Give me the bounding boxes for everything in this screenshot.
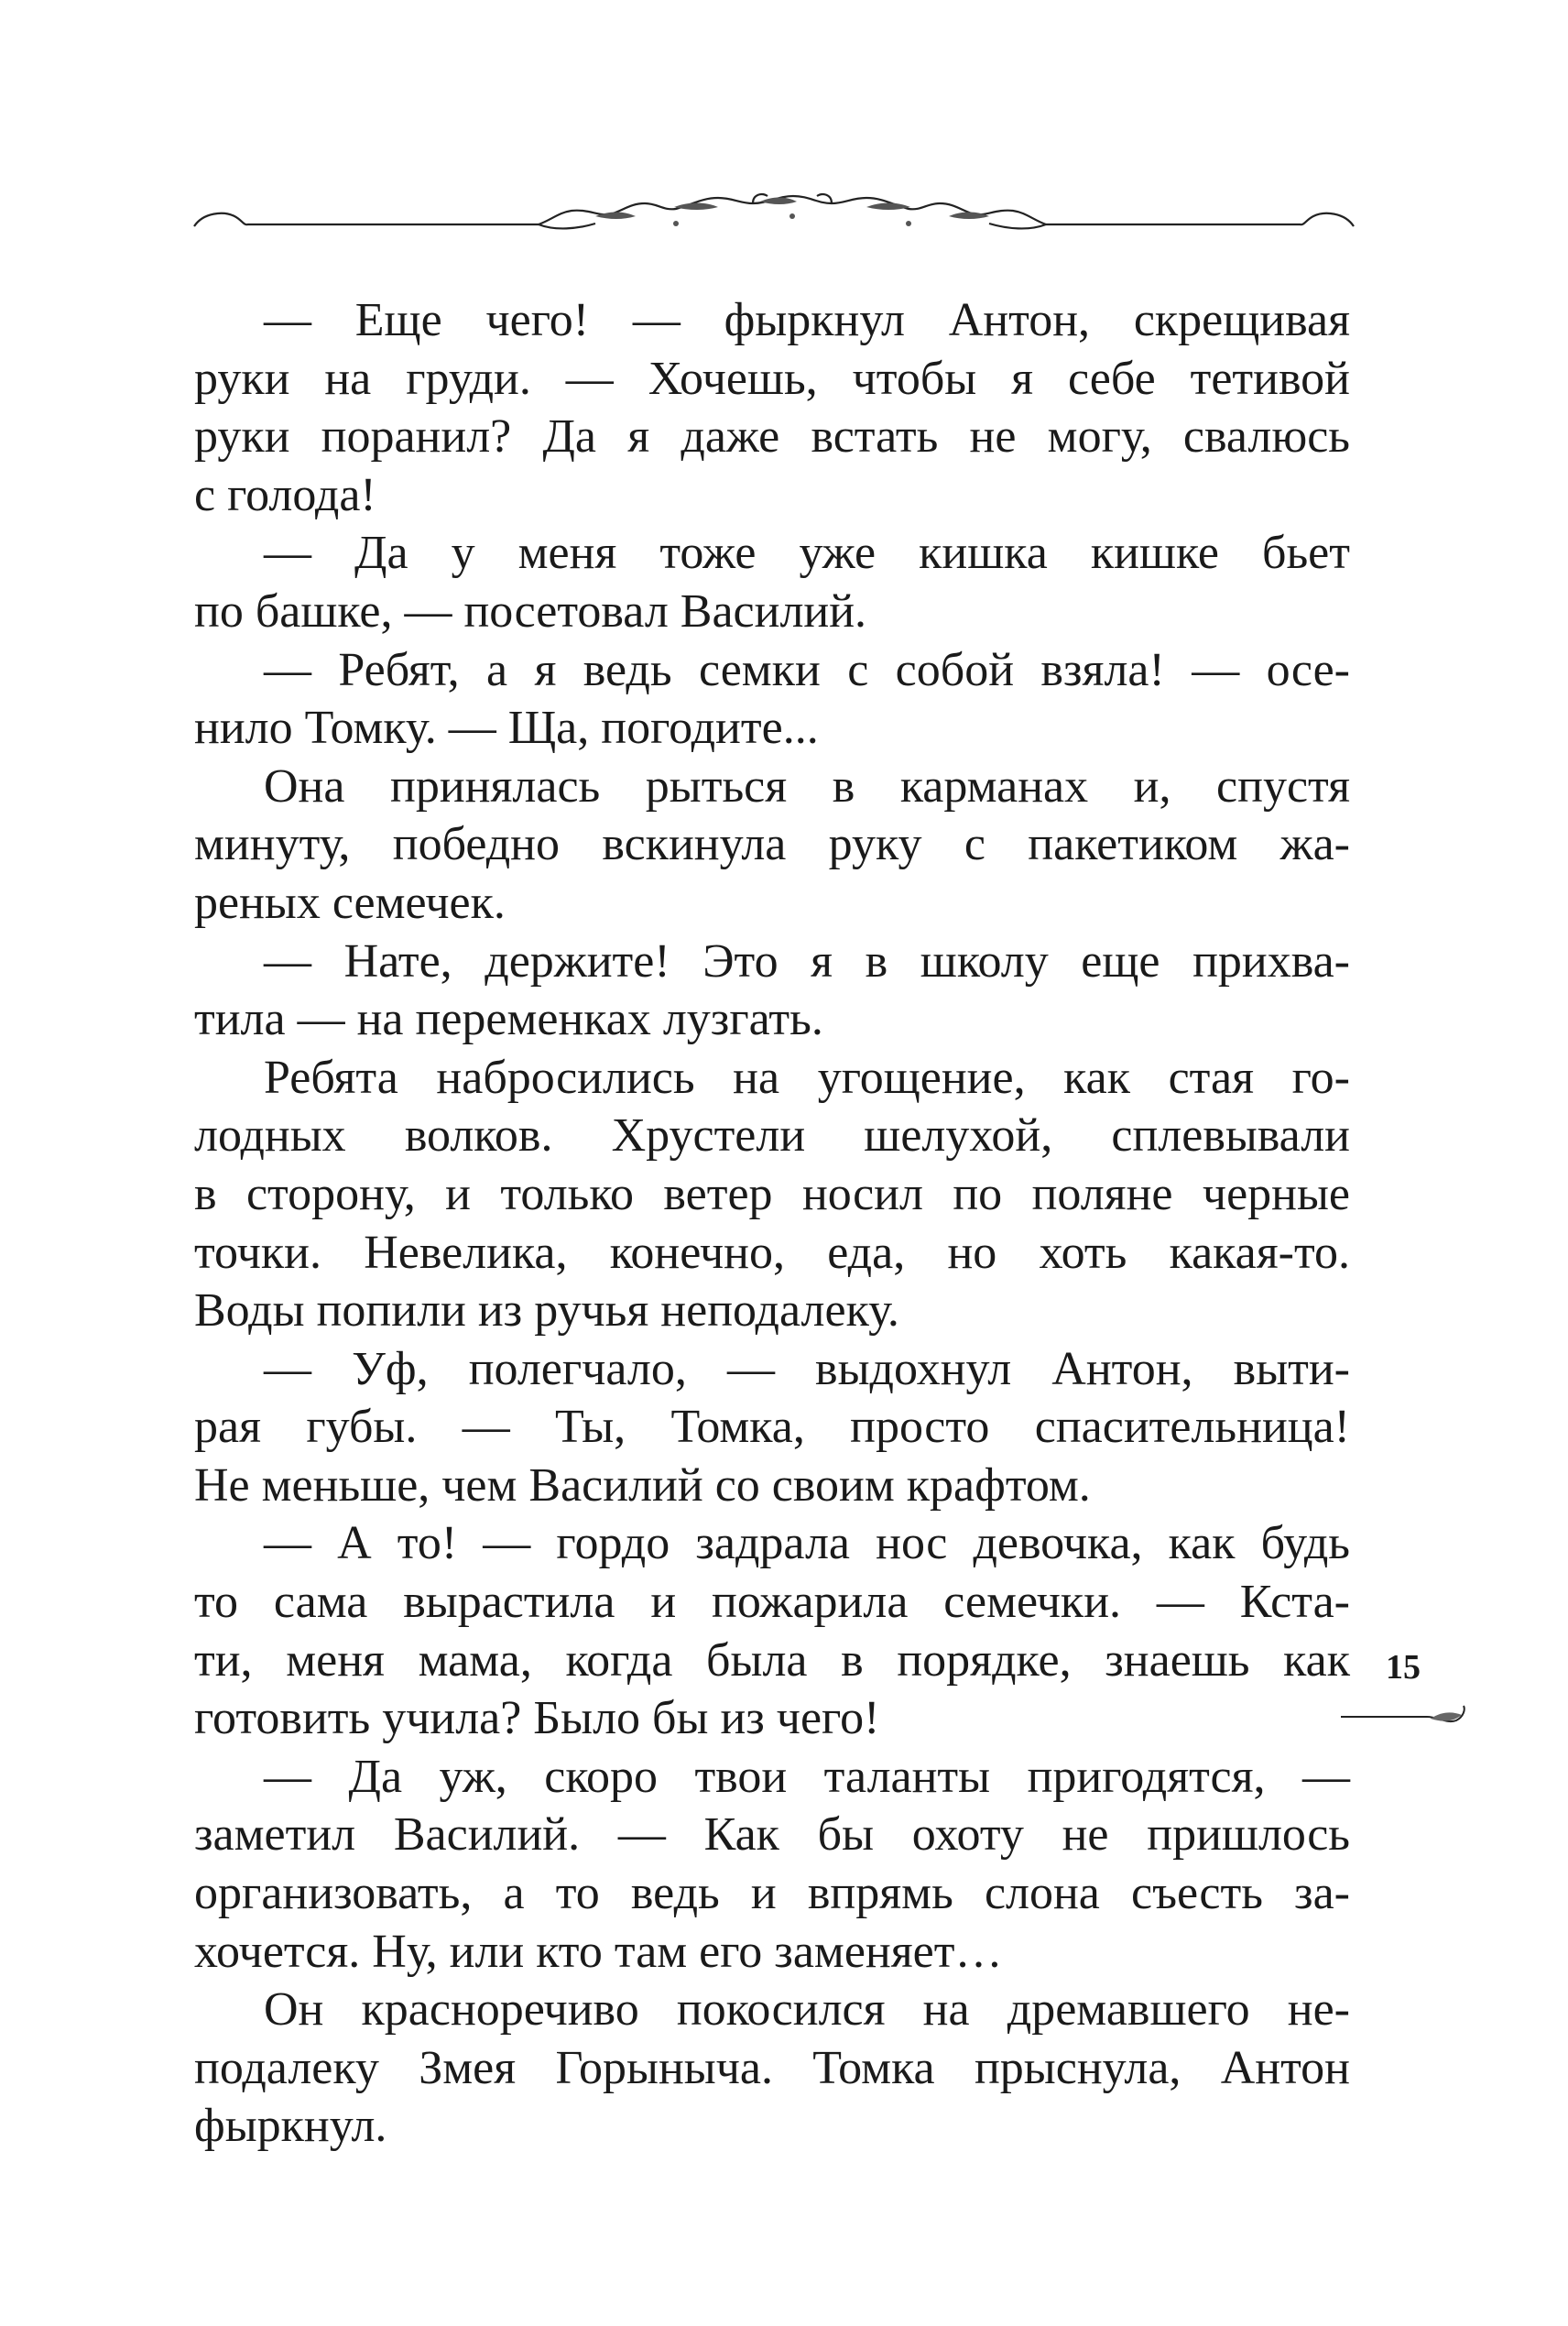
text-line: фыркнул. — [194, 2100, 387, 2153]
text-line: — Да уж, скоро твои таланты пригодятся, — — [264, 1750, 1350, 1803]
body-text — [194, 291, 1350, 2156]
text-line: лодных волков. Хрустели шелухой, сплевывали — [194, 1109, 1350, 1163]
text-line: с голода! — [194, 468, 376, 521]
text-line: реных семечек. — [194, 876, 506, 929]
text-line: — Нате, держите! Это я в школу еще прихва- — [264, 934, 1350, 988]
text-line: Ребята набросились на угощение, как стая го- — [264, 1051, 1350, 1104]
text-line: заметил Василий. — Как бы охоту не пришлось — [194, 1808, 1350, 1862]
text-line: руки на груди. — Хочешь, чтобы я себе тетивой — [194, 352, 1350, 405]
text-line: организовать, а то ведь и впрямь слона съесть за- — [194, 1867, 1350, 1920]
text-line: — Еще чего! — фыркнул Антон, скрещивая — [264, 294, 1350, 346]
text-line: — А то! — гордо задрала нос девочка, как будь — [264, 1517, 1350, 1570]
text-line: Воды попили из ручья неподалеку. — [194, 1284, 899, 1338]
text-line: готовить учила? Было бы из чего! — [194, 1692, 880, 1745]
text-line: — Ребят, а я ведь семки с собой взяла! — осе- — [264, 643, 1350, 696]
text-line: хочется. Ну, или кто там его заменяет… — [194, 1925, 1003, 1978]
text-line: то сама вырастила и пожарила семечки. — Кста- — [194, 1576, 1350, 1629]
text-line: в сторону, и только ветер носил по поляне черные — [194, 1167, 1350, 1220]
bottom-ornament-flourish — [1339, 1697, 1467, 1733]
text-line: точки. Невелика, конечно, еда, но хоть какая-то. — [194, 1226, 1350, 1279]
text-line: нило Томку. — Ща, погодите... — [194, 702, 819, 755]
text-line: по башке, — посетовал Василий. — [194, 584, 867, 638]
text-line: ти, меня мама, когда была в порядке, знаешь как — [194, 1633, 1350, 1687]
text-line: руки поранил? Да я даже встать не могу, свалюсь — [194, 410, 1350, 464]
top-ornament-divider — [192, 183, 1356, 257]
text-line: — Уф, полегчало, — выдохнул Антон, выти- — [264, 1342, 1350, 1395]
text-line: рая губы. — Ты, Томка, просто спасительница! — [194, 1401, 1350, 1454]
text-line: Она принялась рыться в карманах и, спустя — [264, 759, 1350, 813]
text-line: Не меньше, чем Василий со своим крафтом. — [194, 1458, 1091, 1512]
text-line: тила — на переменках лузгать. — [194, 993, 823, 1046]
text-line: Он красноречиво покосился на дремавшего не- — [264, 1983, 1350, 2037]
text-line: — Да у меня тоже уже кишка кишке бьет — [264, 527, 1350, 580]
text-line: подалеку Змея Горыныча. Томка прыснула, Антон — [194, 2041, 1350, 2094]
page-number: 15 — [1386, 1648, 1421, 1687]
text-line: минуту, победно вскинула руку с пакетиком жа- — [194, 818, 1350, 871]
